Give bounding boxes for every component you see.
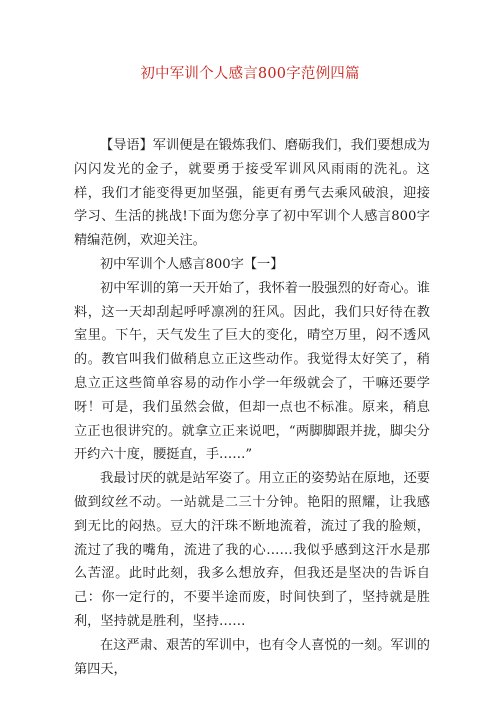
document-body [74, 134, 430, 681]
body-paragraph-1: 初中军训的第一天开始了，我怀着一股强烈的好奇心。谁料，这一天却刮起呼呼凛冽的狂风。因此，我们只好待在教室里。下午，天气发生了巨大的变化，晴空万里，闷不透风的。教官叫我们做稍息立正这些动作。我觉得太好笑了，稍息立正这些简单容易的动作小学一年级就会了，干嘛还要学呀！可是，我们虽然会做，但却一点也不标准。原来，稍息立正也很讲究的。就拿立正来说吧，“两脚脚跟并拢，脚尖分开约六十度，腰挺直，手……” [74, 280, 430, 463]
body-paragraph-2: 我最讨厌的就是站军姿了。用立正的姿势站在原地，还要做到纹丝不动。一站就是二三十分钟。艳阳的照耀，让我感到无比的闷热。豆大的汗珠不断地流着，流过了我的脸颊，流过了我的嘴角，流进了我的心……我似乎感到这汗水是那么苦涩。此时此刻，我多么想放弃，但我还是坚决的告诉自己：你一定行的，不要半途而废，时间快到了，坚持就是胜利，坚持就是胜利，坚持…… [74, 471, 430, 629]
section-heading: 初中军训个人感言800字【一】 [100, 256, 284, 272]
document-title: 初中军训个人感言800字范例四篇 [140, 66, 360, 82]
intro-paragraph: 【导语】军训便是在锻炼我们、磨砺我们，我们要想成为闪闪发光的金子，就要勇于接受军训风风雨雨的洗礼。这样，我们才能变得更加坚强，能更有勇气去乘风破浪，迎接学习、生活的挑战!下面为您分享了初中军训个人感言800字精编范例，欢迎关注。 [74, 138, 430, 249]
body-paragraph-3: 在这严肃、艰苦的军训中，也有令人喜悦的一刻。军训的第四天， [74, 637, 430, 677]
